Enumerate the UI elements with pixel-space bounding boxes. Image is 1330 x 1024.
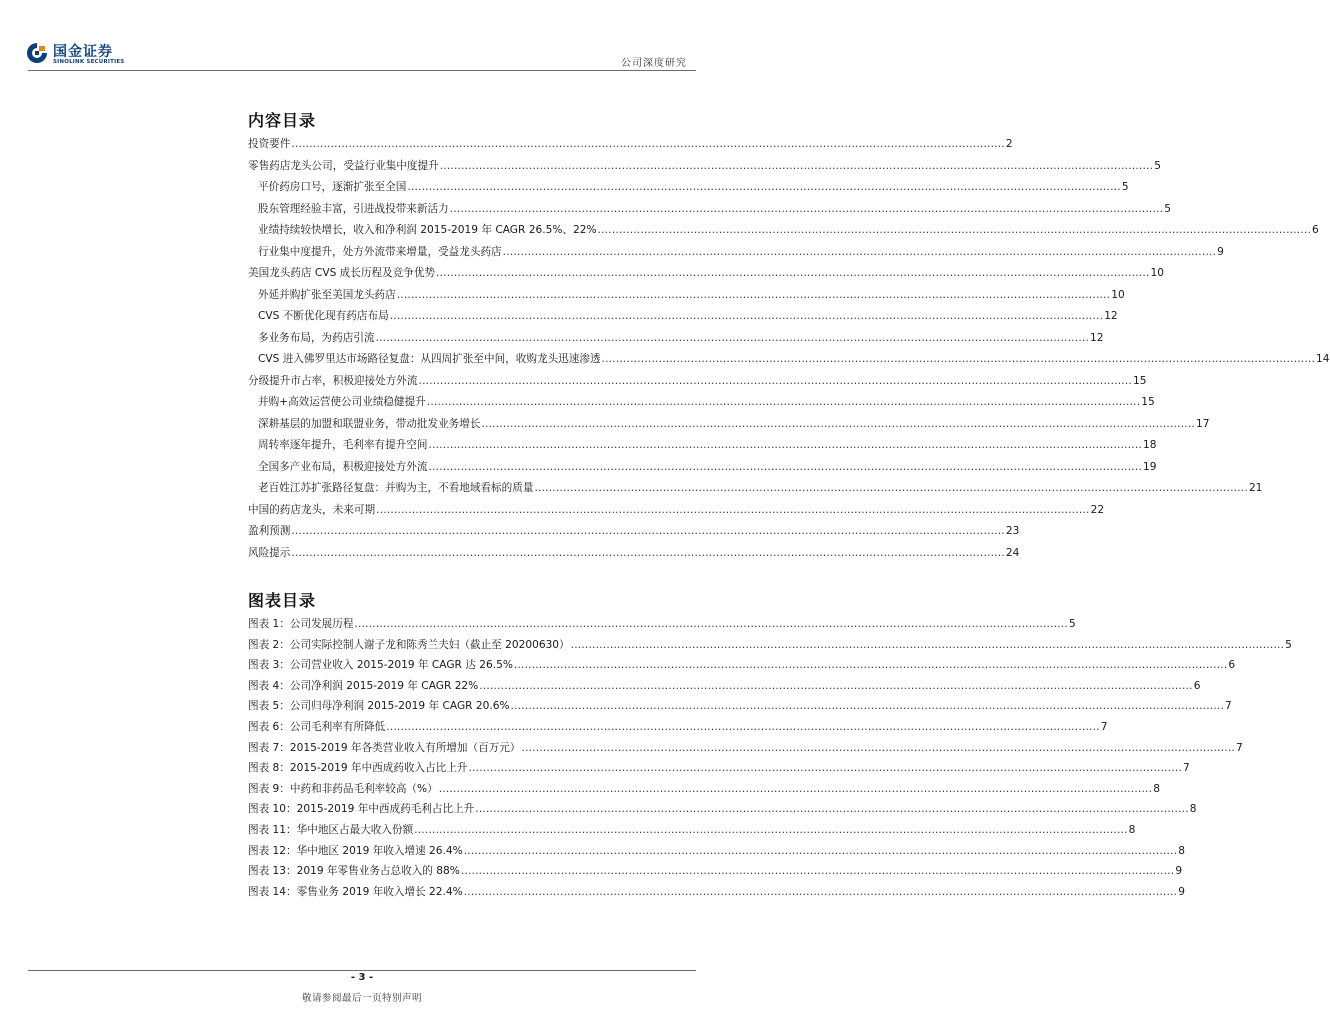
toc-entry-page: 10 (1150, 267, 1164, 279)
toc-entry[interactable] (248, 416, 1210, 438)
dot-leader (439, 783, 1153, 795)
dot-leader (469, 762, 1183, 774)
dot-leader (481, 418, 1195, 430)
figure-entry[interactable] (248, 637, 1292, 658)
toc-entry[interactable] (248, 545, 1020, 567)
figure-entry-page: 5 (1285, 638, 1292, 651)
dot-leader (407, 181, 1121, 193)
figure-entry[interactable] (248, 616, 1076, 637)
figure-entry[interactable] (248, 843, 1185, 864)
toc-entry[interactable] (248, 179, 1129, 201)
toc-entry[interactable] (248, 480, 1263, 502)
toc-entry-page: 14 (1316, 353, 1330, 365)
figure-entry-text: 图表 9：中药和非药品毛利率较高（%） (248, 782, 438, 795)
figure-entry-text: 图表 6：公司毛利率有所降低 (248, 720, 386, 733)
toc-entry-page: 10 (1111, 288, 1125, 301)
figure-entry-page: 8 (1128, 823, 1136, 836)
figure-entry-text: 图表 8：2015-2019 年中西成药收入占比上升 (248, 762, 468, 775)
dot-leader (464, 845, 1178, 857)
toc-entry-text: 业绩持续较快增长，收入和净利润 2015-2019 年 CAGR 26.5%、22% (258, 224, 597, 236)
toc-entry-text: 行业集中度提升，处方外流带来增量，受益龙头药店 (258, 245, 502, 258)
toc-entry-page: 9 (1217, 245, 1224, 258)
toc-entry-page: 15 (1141, 396, 1155, 408)
toc-entry[interactable] (248, 373, 1147, 395)
footer-divider (28, 970, 696, 971)
figure-entry[interactable] (248, 657, 1236, 678)
toc-entry[interactable] (248, 222, 1319, 244)
dot-leader (291, 525, 1005, 537)
toc-entry-page: 2 (1005, 138, 1013, 150)
figure-entry-page: 6 (1228, 659, 1236, 672)
toc-entry-text: CVS 进入佛罗里达市场路径复盘：从四周扩张至中间，收购龙头迅速渗透 (258, 353, 601, 365)
sinolink-logo-icon (26, 42, 48, 64)
toc-entry-page: 23 (1005, 525, 1020, 537)
figure-entry-page: 5 (1068, 618, 1076, 630)
dot-leader (376, 504, 1090, 516)
dot-leader (602, 353, 1316, 365)
figure-entry[interactable] (248, 822, 1136, 843)
toc-entry-text: 老百姓江苏扩张路径复盘：并购为主，不看地域看标的质量 (258, 482, 534, 494)
dot-leader (571, 639, 1285, 651)
figure-entry-page: 9 (1175, 865, 1183, 878)
toc-entry[interactable] (248, 158, 1161, 180)
report-type-label: 公司深度研究 (621, 58, 687, 69)
toc-entry-page: 21 (1248, 482, 1263, 494)
figure-entry[interactable] (248, 698, 1232, 719)
page-number: - 3 - (350, 972, 374, 983)
figure-entry[interactable] (248, 678, 1201, 699)
toc-entry-text: 零售药店龙头公司，受益行业集中度提升 (248, 159, 439, 172)
dot-leader (440, 160, 1154, 172)
dot-leader (390, 310, 1104, 322)
toc-entry-page: 12 (1090, 331, 1104, 344)
dot-leader (475, 803, 1189, 815)
disclaimer-note: 敬请参阅最后一页特别声明 (301, 993, 422, 1004)
figure-entry-text: 图表 11：华中地区占最大收入份额 (248, 823, 414, 836)
figure-entry-text: 图表 3：公司营业收入 2015-2019 年 CAGR 达 26.5% (248, 659, 513, 672)
figures-title: 图表目录 (248, 591, 317, 610)
toc-entry-page: 5 (1121, 181, 1129, 193)
figure-entry-page: 7 (1100, 720, 1108, 733)
figure-entry-text: 图表 14：零售业务 2019 年收入增长 22.4% (248, 885, 463, 898)
dot-leader (464, 886, 1178, 898)
toc-entry[interactable] (248, 287, 1125, 309)
toc-entry-page: 5 (1164, 202, 1171, 215)
figure-entry-text: 图表 12：华中地区 2019 年收入增速 26.4% (248, 844, 463, 857)
figure-entry-text: 图表 7：2015-2019 年各类营业收入有所增加（百万元） (248, 741, 521, 754)
dot-leader (479, 680, 1193, 692)
toc-entry[interactable] (248, 330, 1104, 352)
figure-entry-text: 图表 10：2015-2019 年中西成药毛利占比上升 (248, 803, 475, 816)
toc-entry-text: 深耕基层的加盟和联盟业务，带动批发业务增长 (258, 417, 481, 430)
table-of-contents (248, 136, 1330, 566)
toc-entry[interactable] (248, 201, 1171, 223)
toc-entry[interactable] (248, 459, 1157, 481)
figure-entry-page: 6 (1193, 679, 1201, 692)
figure-entry[interactable] (248, 740, 1243, 761)
toc-entry-text: 平价药房口号，逐渐扩张至全国 (258, 181, 407, 193)
figure-entry-page: 7 (1225, 700, 1232, 713)
dot-leader (291, 547, 1005, 559)
figure-entry[interactable] (248, 719, 1108, 740)
dot-leader (397, 289, 1111, 301)
toc-entry-page: 17 (1195, 417, 1210, 430)
toc-entry[interactable] (248, 394, 1155, 416)
dot-leader (503, 246, 1217, 258)
toc-entry[interactable] (248, 523, 1020, 545)
dot-leader (514, 659, 1228, 671)
toc-entry-page: 19 (1143, 460, 1157, 473)
toc-entry-page: 12 (1104, 310, 1118, 322)
toc-entry-text: 股东管理经验丰富，引进战投带来新活力 (258, 202, 449, 215)
figure-entry-page: 8 (1189, 803, 1197, 816)
dot-leader (436, 267, 1150, 279)
dot-leader (291, 138, 1005, 150)
figure-entry[interactable] (248, 801, 1197, 822)
toc-entry-text: 多业务布局，为药店引流 (258, 331, 375, 344)
logo-chinese-name: 国金证券 (53, 44, 113, 60)
toc-entry[interactable] (248, 308, 1118, 330)
figure-entry-text: 图表 1：公司发展历程 (248, 618, 354, 630)
figure-entry-text: 图表 2：公司实际控制人谢子龙和陈秀兰夫妇（截止至 20200630） (248, 638, 570, 651)
figure-entry-page: 8 (1153, 782, 1160, 795)
toc-entry-text: 外延并购扩张至美国龙头药店 (258, 288, 396, 301)
figure-entry[interactable] (248, 781, 1160, 802)
dot-leader (354, 618, 1068, 630)
figure-entry[interactable] (248, 760, 1190, 781)
toc-entry-text: 风险提示 (248, 546, 291, 559)
toc-entry-page: 15 (1133, 374, 1147, 387)
figure-entry-page: 8 (1178, 844, 1185, 857)
toc-entry-text: 并购+高效运营使公司业绩稳健提升 (258, 396, 426, 408)
figure-entry-page: 9 (1178, 885, 1185, 898)
dot-leader (429, 461, 1143, 473)
dot-leader (427, 396, 1141, 408)
toc-entry[interactable] (248, 265, 1164, 287)
toc-entry-page: 18 (1143, 439, 1157, 451)
dot-leader (461, 865, 1175, 877)
dot-leader (598, 224, 1312, 236)
toc-entry-text: 周转率逐年提升，毛利率有提升空间 (258, 439, 428, 451)
toc-title: 内容目录 (248, 111, 317, 130)
toc-entry-text: 美国龙头药店 CVS 成长历程及竞争优势 (248, 267, 436, 279)
figure-entry-text: 图表 5：公司归母净利润 2015-2019 年 CAGR 20.6% (248, 700, 510, 713)
figure-entry-page: 7 (1183, 762, 1190, 775)
figure-entry[interactable] (248, 863, 1183, 884)
toc-entry[interactable] (248, 136, 1013, 158)
toc-entry[interactable] (248, 244, 1224, 266)
header-divider (28, 70, 696, 71)
figure-entry[interactable] (248, 884, 1185, 905)
toc-entry-text: 投资要件 (248, 138, 291, 150)
dot-leader (450, 203, 1164, 215)
dot-leader (376, 332, 1090, 344)
toc-entry-text: 分级提升市占率，积极迎接处方外流 (248, 374, 418, 387)
toc-entry-page: 22 (1090, 503, 1105, 516)
toc-entry[interactable] (248, 437, 1157, 459)
dot-leader (419, 375, 1133, 387)
toc-entry-page: 24 (1005, 546, 1020, 559)
figure-entry-text: 图表 13：2019 年零售业务占总收入的 88% (248, 865, 460, 878)
toc-entry-text: 全国多产业布局，积极迎接处方外流 (258, 460, 428, 473)
toc-entry-text: 中国的药店龙头，未来可期 (248, 503, 376, 516)
toc-entry[interactable] (248, 502, 1105, 524)
company-logo (26, 40, 136, 68)
dot-leader (414, 824, 1128, 836)
dot-leader (534, 482, 1248, 494)
toc-entry-text: CVS 不断优化现有药店布局 (258, 310, 389, 322)
toc-entry-text: 盈利预测 (248, 525, 291, 537)
logo-english-name: SINOLINK SECURITIES (53, 59, 125, 65)
toc-entry-page: 6 (1312, 224, 1319, 236)
dot-leader (386, 721, 1100, 733)
figure-entry-page: 7 (1236, 741, 1243, 754)
dot-leader (429, 439, 1143, 451)
figure-entry-text: 图表 4：公司净利润 2015-2019 年 CAGR 22% (248, 679, 479, 692)
dot-leader (511, 700, 1225, 712)
toc-entry-page: 5 (1154, 159, 1161, 172)
dot-leader (522, 742, 1236, 754)
figure-list (248, 616, 1292, 904)
toc-entry[interactable] (248, 351, 1330, 373)
